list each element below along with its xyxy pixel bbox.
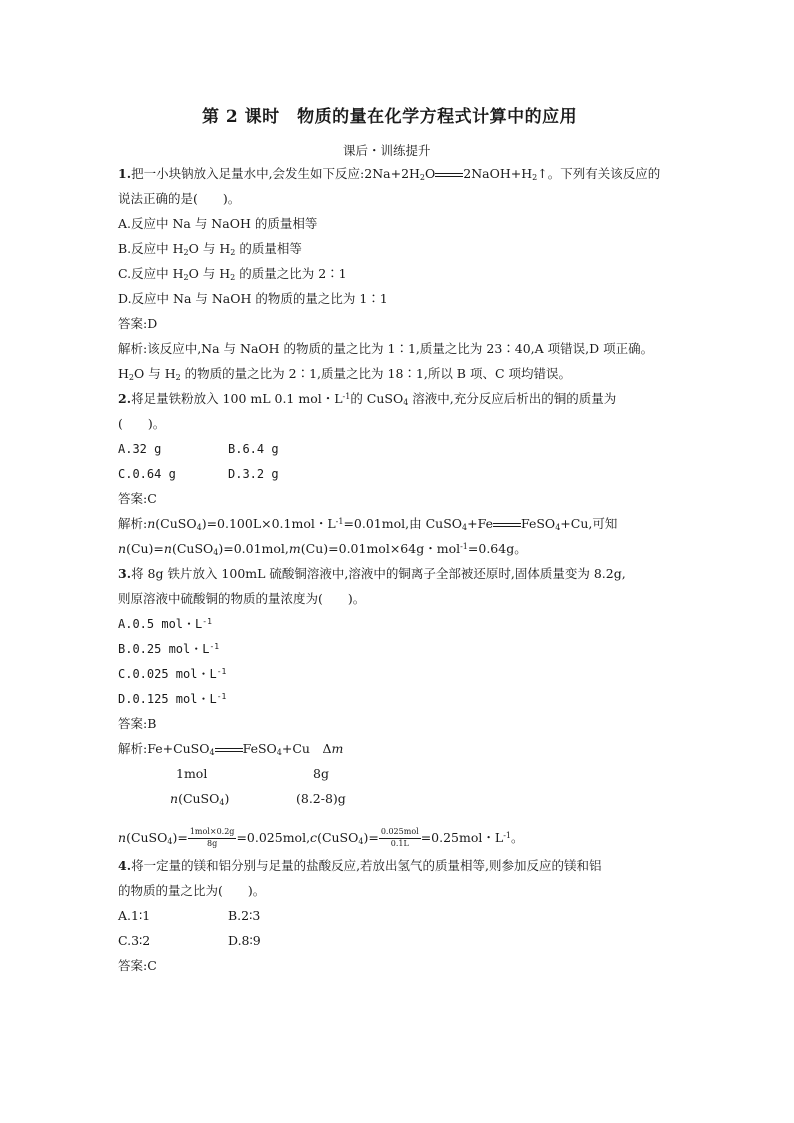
- text: H: [118, 366, 129, 381]
- subscript: 2: [175, 373, 181, 382]
- subscript: 4: [219, 798, 225, 807]
- question-1-explanation-line2: [118, 368, 571, 381]
- superscript: -1: [342, 392, 351, 401]
- subscript: 2: [183, 248, 189, 257]
- superscript: -1: [209, 642, 220, 651]
- text: 把一小块钠放入足量水中,会发生如下反应:2Na+2H: [131, 166, 420, 181]
- text: O 与 H: [188, 266, 231, 281]
- text: 的 CuSO: [350, 391, 404, 406]
- text: )=: [363, 829, 379, 845]
- text: D.0.125 mol・L: [118, 692, 217, 706]
- question-3-explanation-equation: [118, 743, 343, 756]
- superscript: -1: [460, 542, 468, 551]
- superscript: -1: [503, 830, 511, 840]
- superscript: -1: [216, 692, 227, 701]
- question-3-answer: 答案:B: [118, 716, 157, 731]
- text: 的质量相等: [235, 241, 302, 256]
- subscript: 4: [167, 836, 173, 846]
- question-3-explanation-result: [118, 828, 524, 849]
- text: (CuSO: [178, 791, 220, 806]
- question-2-answer: 答案:C: [118, 491, 157, 506]
- text: +Fe: [467, 516, 493, 531]
- fraction: [188, 828, 237, 849]
- question-1-stem-line2: 说法正确的是( )。: [118, 191, 241, 206]
- text: 的质量之比为 2∶1: [235, 266, 347, 281]
- text: 解析:Fe+CuSO: [118, 741, 210, 756]
- subscript: 2: [128, 373, 134, 382]
- question-3-ratio-mass: 8g: [313, 766, 329, 781]
- question-2-option-c: C.0.64 g: [118, 467, 176, 481]
- text: (CuSO: [171, 541, 214, 556]
- question-number: 4.: [118, 858, 132, 873]
- text: 。: [510, 829, 524, 845]
- question-1-option-b: [118, 243, 302, 256]
- variable: n: [118, 829, 127, 845]
- text: )=0.01mol,: [218, 541, 289, 556]
- subscript: 4: [213, 548, 219, 557]
- subscript: 4: [276, 748, 282, 757]
- page-title: 第 2 课时 物质的量在化学方程式计算中的应用: [202, 107, 578, 127]
- question-3-ratio-mol: 1mol: [176, 766, 208, 781]
- fraction: [379, 828, 421, 849]
- text: =0.025mol,: [236, 829, 311, 845]
- text: 解析:: [118, 516, 148, 531]
- question-number: 2.: [118, 391, 132, 406]
- text: C.反应中 H: [118, 266, 184, 281]
- text: B.反应中 H: [118, 241, 184, 256]
- text: 的物质的量之比为 2∶1,质量之比为 18∶1,所以 B 项、C 项均错误。: [180, 366, 572, 381]
- variable: m: [331, 741, 344, 756]
- subscript: 4: [403, 398, 409, 407]
- text: A.0.5 mol・L: [118, 617, 203, 631]
- text: =0.01mol,由 CuSO: [343, 516, 463, 531]
- question-4-answer: 答案:C: [118, 958, 157, 973]
- subscript: 2: [230, 273, 236, 282]
- fraction-numerator: 1mol×0.2g: [188, 828, 237, 839]
- question-2-option-d: D.3.2 g: [228, 467, 279, 481]
- question-3-option-a: [118, 618, 212, 630]
- text: C.0.025 mol・L: [118, 667, 217, 681]
- question-number: 1.: [118, 166, 132, 181]
- question-1-option-c: [118, 268, 347, 281]
- question-2-stem: [118, 393, 616, 406]
- subscript: 4: [462, 523, 468, 532]
- question-2-stem-line2: ( )。: [118, 416, 166, 431]
- question-3-option-d: [118, 693, 226, 705]
- text: )=0.100L×0.1mol・L: [201, 516, 336, 531]
- superscript: -1: [335, 517, 344, 526]
- text: FeSO: [520, 516, 556, 531]
- text: (CuSO: [317, 829, 359, 845]
- question-1-option-a: A.反应中 Na 与 NaOH 的质量相等: [118, 216, 318, 231]
- question-3-stem: [118, 568, 626, 581]
- text: (CuSO: [126, 829, 168, 845]
- text: 将一定量的镁和铝分别与足量的盐酸反应,若放出氢气的质量相等,则参加反应的镁和铝: [131, 858, 602, 873]
- question-1-option-d: D.反应中 Na 与 NaOH 的物质的量之比为 1∶1: [118, 291, 388, 306]
- equals-sign: [435, 170, 463, 180]
- text: FeSO: [242, 741, 277, 756]
- question-4-option-b: B.2∶3: [228, 908, 261, 923]
- superscript: -1: [216, 667, 227, 676]
- question-4-option-a: A.1∶1: [118, 908, 151, 923]
- variable: c: [310, 829, 318, 845]
- text: B.0.25 mol・L: [118, 642, 210, 656]
- question-1-stem: [118, 168, 660, 181]
- text: )=: [172, 829, 188, 845]
- text: 溶液中,充分反应后析出的铜的质量为: [408, 391, 617, 406]
- question-1-answer: 答案:D: [118, 316, 158, 331]
- page-subtitle: 课后・训练提升: [343, 143, 431, 158]
- text: =0.25mol・L: [420, 829, 504, 845]
- text: ↑。下列有关该反应的: [537, 166, 661, 181]
- fraction-denominator: 8g: [207, 838, 218, 848]
- subscript: 2: [419, 173, 426, 182]
- question-2-option-a: A.32 g: [118, 442, 162, 456]
- subscript: 4: [555, 523, 561, 532]
- question-4-stem-line2: 的物质的量之比为( )。: [118, 883, 266, 898]
- equals-sign: [493, 520, 521, 530]
- text: (Cu)=: [126, 541, 164, 556]
- text: +Cu,可知: [560, 516, 618, 531]
- equals-sign: [215, 745, 243, 755]
- question-2-explanation-line2: [118, 543, 527, 556]
- subscript: 2: [183, 273, 189, 282]
- subscript: 2: [230, 248, 236, 257]
- variable: m: [288, 541, 301, 556]
- text: 2NaOH+H: [463, 166, 533, 181]
- question-3-option-c: [118, 668, 226, 680]
- text: ): [224, 791, 230, 806]
- question-3-stem-line2: 则原溶液中硫酸铜的物质的量浓度为( )。: [118, 591, 366, 606]
- text: (Cu)=0.01mol×64g・mol: [300, 541, 461, 556]
- fraction-numerator: 0.025mol: [379, 828, 421, 839]
- text: O: [425, 166, 436, 181]
- text: 将足量铁粉放入 100 mL 0.1 mol・L: [131, 391, 343, 406]
- question-number: 3.: [118, 566, 132, 581]
- variable: n: [170, 791, 179, 806]
- variable: n: [163, 541, 172, 556]
- subscript: 4: [358, 836, 364, 846]
- text: +Cu Δ: [281, 741, 332, 756]
- fraction-denominator: 0.1L: [390, 838, 409, 848]
- text: 将 8g 铁片放入 100mL 硫酸铜溶液中,溶液中的铜离子全部被还原时,固体质量变为 8.2g,: [131, 566, 626, 581]
- text: (CuSO: [155, 516, 197, 531]
- question-1-explanation: 解析:该反应中,Na 与 NaOH 的物质的量之比为 1∶1,质量之比为 23∶40,A 项错误,D 项正确。: [118, 341, 654, 356]
- question-4-option-c: C.3∶2: [118, 933, 151, 948]
- question-3-unknown-mol: [170, 793, 229, 806]
- subscript: 4: [209, 748, 215, 757]
- question-2-explanation: [118, 518, 617, 531]
- subscript: 2: [532, 173, 538, 182]
- question-4-option-d: D.8∶9: [228, 933, 261, 948]
- question-2-option-b: B.6.4 g: [228, 442, 279, 456]
- question-3-option-b: [118, 643, 219, 655]
- variable: n: [147, 516, 156, 531]
- variable: n: [118, 541, 127, 556]
- text: O 与 H: [188, 241, 231, 256]
- text: =0.64g。: [467, 541, 527, 556]
- question-4-stem: [118, 860, 602, 873]
- text: O 与 H: [134, 366, 176, 381]
- superscript: -1: [202, 617, 212, 626]
- question-3-mass-diff: (8.2-8)g: [296, 791, 346, 806]
- subscript: 4: [196, 523, 202, 532]
